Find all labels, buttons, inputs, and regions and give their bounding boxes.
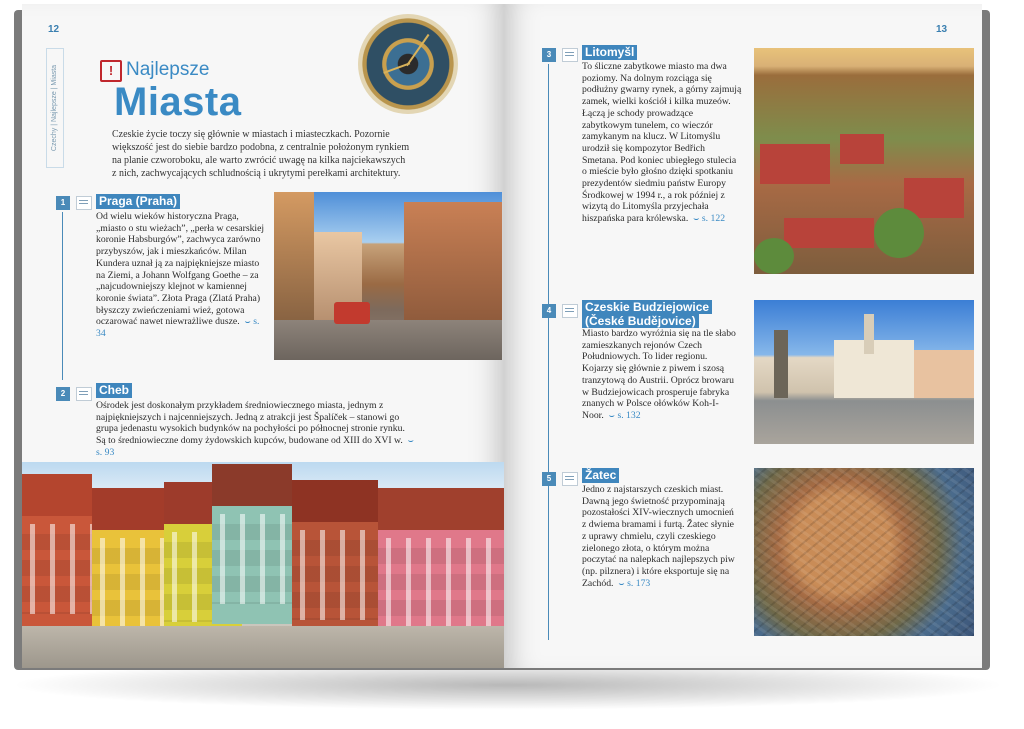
entry-number-1: 1 [56, 196, 70, 210]
entry-number-2: 2 [56, 387, 70, 401]
left-page [22, 4, 504, 668]
budejovice-square-photo [754, 300, 974, 444]
tram-image [334, 302, 370, 324]
clock-hand [383, 62, 410, 73]
page-reference-icon: ⌣ [615, 577, 628, 589]
page-reference-icon: ⌣ [606, 409, 618, 421]
entry-body: To śliczne zabytkowe miasto ma dwa poziomy. Na dolnym rozciąga się podłużny gwarny rynek, a górny zajmują zamek, wielki kościół i kilka muzeów. Łączą je schody prowadzące zabytkowym tunelem, co wieczór zamykanym na klucz. W Litomyślu urodził się kompozytor Bedřich Smetana. Pod koniec ubiegłego stulecia o mieście było głośno dzięki spotkaniu prezydentów siedmiu państw Europy Środkowej w 1994 r., a rok później z wizytą do Litomyśla przyjechała hiszpańska para królewska. [582, 61, 742, 225]
entry-heading-litomysl: Litomyšl [582, 45, 637, 60]
page-reference-icon: ⌣ [690, 213, 702, 225]
entry-text-budejovice [582, 328, 738, 422]
bookmark-icon [562, 472, 578, 486]
entry-rule [548, 64, 549, 640]
zatec-aerial-photo [754, 468, 974, 636]
entry-heading-zatec: Žatec [582, 468, 619, 483]
entry-body: Jedno z najstarszych czeskich miast. Dawną jego świetność przypominają pozostałości XIV-wiecznych umocnień z dwiema bramami i furtą. Žatec słynie z uprawy chmielu, czyli czeskiego zielonego złota, o którym można poczytać na nalepkach najlepszych piw (np. pilznera) i które eksportuje się na Zachód. [582, 484, 735, 589]
page-reference[interactable]: s. 132 [617, 409, 641, 421]
entry-body: Ośrodek jest doskonałym przykładem średniowiecznego miasta, jednym z najpiękniejszych i najcenniejszych. Jedną z atrakcji jest Špalíček – stanowi go grupa jedenastu wysokich budynków na pochyłości po północnej stronie rynku. Są to średniowieczne domy żydowskich kupców, budowane od XIII do XVI w. [96, 400, 405, 447]
exclamation-icon: ! [100, 60, 122, 82]
page-number-left: 12 [48, 24, 60, 35]
section-kicker: Najlepsze [126, 59, 210, 80]
entry-rule [62, 212, 63, 380]
entry-heading-prague: Praga (Praha) [96, 194, 180, 209]
bookmark-icon [562, 48, 578, 62]
entry-number-4: 4 [542, 304, 556, 318]
page-reference[interactable]: s. 122 [701, 213, 726, 225]
page-reference[interactable]: s. 34 [96, 316, 260, 340]
entry-text-cheb [96, 400, 414, 459]
bookmark-icon [562, 304, 578, 318]
entry-text-zatec [582, 484, 738, 589]
heading-line: Czeskie Budziejowice [582, 300, 712, 314]
entry-number-3: 3 [542, 48, 556, 62]
astronomical-clock-photo [358, 14, 458, 114]
bookmark-icon [76, 387, 92, 401]
page-number-right: 13 [936, 24, 948, 35]
cheb-square-photo [22, 462, 504, 668]
prague-street-photo [274, 192, 502, 360]
entry-body: Od wielu wieków historyczna Praga, „miasto o stu wieżach”, „perła w cesarskiej koronie Habsburgów”, zachwyca zarówno przybyszów, jak i mieszkańców. Milan Kundera uznał ją za najpiękniejsze miasto na Ziemi, a Johann Wolfgang Goethe – za „najcudowniejszy klejnot w kamiennej koronie świata”. Złota Praga (Zlatá Praha) błyszczy zwieńczeniami wież, gotowa oczarować nawet niewrażliwe dusze. [96, 211, 265, 328]
right-page [504, 4, 982, 668]
entry-body: Miasto bardzo wyróżnia się na tle słabo zamieszkanych rejonów Czech Południowych. To lider regionu. Kojarzy się głównie z piwem i szosą tranzytową do Austrii. Oprócz browaru w Budziejowicach prosperuje fabryka znanych w Polsce ołówków Koh-I-Noor. [582, 328, 736, 421]
page-title: Miasta [114, 80, 242, 124]
side-tab [46, 48, 64, 168]
page-reference[interactable]: s. 93 [96, 446, 115, 458]
litomysl-aerial-photo [754, 48, 974, 274]
entry-number-5: 5 [542, 472, 556, 486]
entry-text-litomysl [582, 61, 742, 225]
side-tab-label: Czechy | Najlepsze | Miasta [51, 64, 58, 152]
intro-paragraph: Czeskie życie toczy się głównie w miastach i miasteczkach. Pozornie większość jest do siebie bardzo podobna, z centralnie położonym rynkiem na planie czworoboku, ale warto zwrócić uwagę na kilka najciekawszych z nich, zachwycających schludnością i ukrytymi perełkami architektury. [112, 129, 410, 179]
entry-heading-cheb: Cheb [96, 383, 132, 398]
open-guidebook [8, 4, 994, 668]
page-reference-icon: ⌣ [242, 316, 254, 328]
town-square [22, 626, 504, 668]
bookmark-icon [76, 196, 92, 210]
entry-text-prague [96, 211, 268, 340]
heading-line: (České Budějovice) [582, 314, 699, 328]
clock-hand [406, 34, 429, 66]
page-reference[interactable]: s. 173 [627, 577, 651, 589]
entry-heading-budejovice [582, 300, 712, 328]
page-reference-icon: ⌣ [405, 435, 415, 447]
